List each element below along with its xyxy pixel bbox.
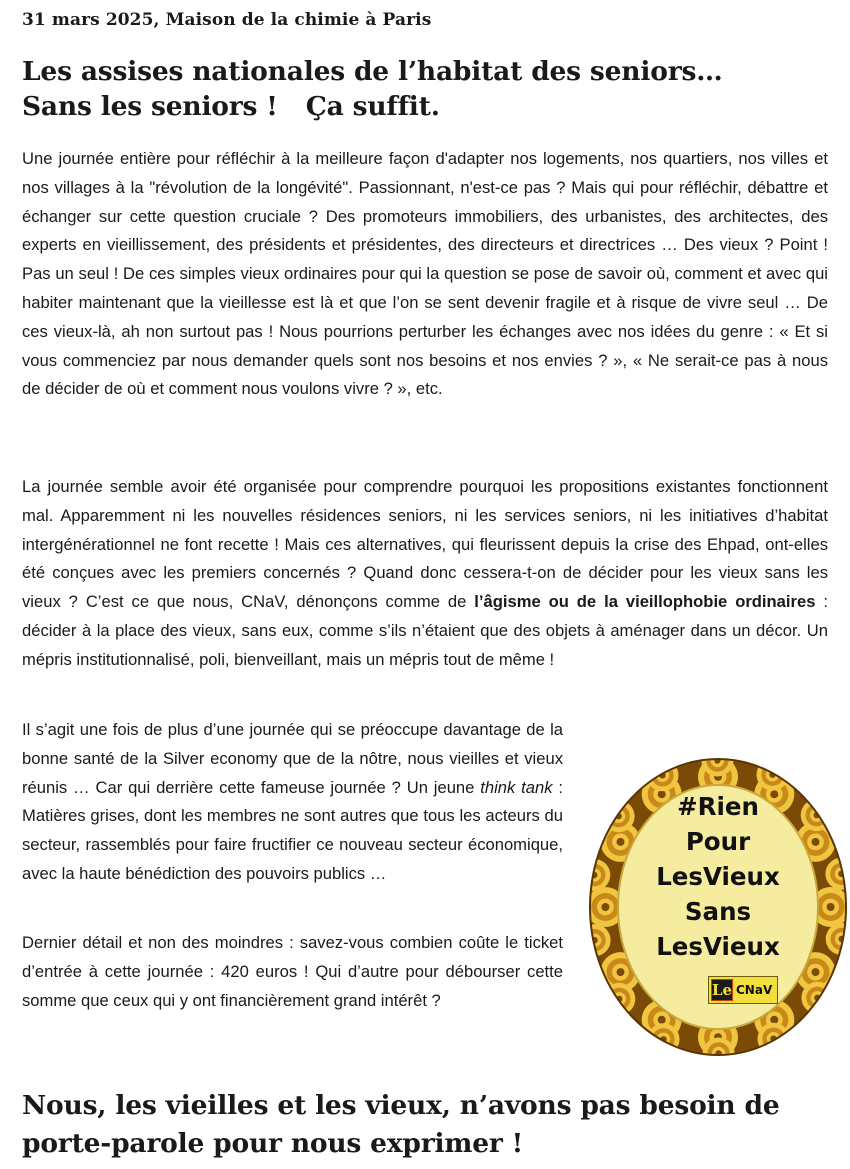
paragraph-3 [22, 716, 563, 889]
closing-headline [22, 1087, 780, 1163]
badge-line-5: LesVieux [656, 932, 780, 961]
badge-line-1: #Rien [677, 792, 759, 821]
paragraph-1: Une journée entière pour réfléchir à la meilleure façon d'adapter nos logements, nos quartiers, nos villes et nos villages à la "révolution de la longévité". Passionnant, n'est-ce pas ? Mais qui pour réfléchir, débattre et échanger sur cette question cruciale ? Des promoteurs immobiliers, des urbanistes, des architectes, des experts en vieillissement, des présidents et présidentes, des directeurs et directrices … Des vieux ? Point ! Pas un seul ! De ces simples vieux ordinaires pour qui la question se pose de savoir où, comment et avec qui habiter maintenant que la vieillesse est là et que l’on se sent devenir fragile et à risque de vivre seul … De ces vieux-là, ah non surtout pas ! Nous pourrions perturber les échanges avec nos idées du genre : « Et si vous commenciez par nous demander quels sont nos besoins et nos envies ? », « Ne serait-ce pas à nous de décider de où et comment nous voulons vivre ? », etc. [22, 149, 828, 399]
badge-line-4: Sans [684, 897, 752, 926]
title-line-2a: Sans les seniors ! [22, 91, 278, 122]
badge-line-2: Pour [685, 827, 751, 856]
title-line-2 [22, 89, 723, 124]
paragraph-3-text-b: : Matières grises, dont les membres ne sont autres que tous les acteurs du secteur, rassemblés pour faire fructifier ce nouveau secteur économique, avec la haute bénédiction des pouvoirs publics … [22, 777, 563, 883]
closing-line-1: Nous, les vieilles et les vieux, n’avons pas besoin de [22, 1090, 780, 1121]
closing-line-2: porte-parole pour nous exprimer ! [22, 1128, 524, 1159]
pattern-dot [658, 1016, 666, 1024]
paragraph-4: Dernier détail et non des moindres : savez-vous combien coûte le ticket d’entrée à cette journée : 420 euros ! Qui d’autre pour débourser cette somme que ceux qui y ont financièrement grand intérêt ? [22, 933, 563, 1010]
paragraph-2-emphasis: l’âgisme ou de la vieillophobie ordinaires [474, 592, 816, 612]
pattern-dot [770, 1016, 778, 1024]
badge-line-3: LesVieux [656, 862, 780, 891]
pattern-dot [812, 968, 820, 976]
cnav-logo-icon: Le [711, 981, 733, 999]
paragraph-2 [22, 473, 828, 675]
title-line-1: Les assises nationales de l’habitat des seniors… [22, 56, 723, 87]
article-title [22, 54, 723, 124]
paragraph-3-text-a: Il s’agit une fois de plus d’une journée qui se préoccupe davantage de la bonne santé de la Silver economy que de la nôtre, nous vieilles et vieux réunis … Car qui derrière cette fameuse journée ? Un jeune [22, 720, 563, 797]
paragraph-2-text-b: : décider à la place des vieux, sans eux, comme s’ils n’étaient que des objets à aménager dans un décor. Un mépris institutionnalisé, poli, bienveillant, mais un mépris tout de même ! [22, 592, 828, 669]
cnav-logo [708, 976, 778, 1004]
cnav-logo-name: CNaV [736, 983, 773, 997]
paragraph-2-text-a: La journée semble avoir été organisée pour comprendre pourquoi les propositions existantes fonctionnent mal. Apparemment ni les nouvelles résidences seniors, ni les services seniors, ni les initiatives d’habitat intergénérationnel ne font recette ! Mais ces alternatives, qui fleurissent depuis la crise des Ehpad, ont-elles été conçues avec les premiers concernés ? Quand donc cessera-t-on de décider pour les vieux sans les vieux ? C’est ce que nous, CNaV, dénonçons comme de [22, 477, 828, 612]
paragraph-3-italic: think tank [480, 777, 553, 797]
badge-slogan [587, 789, 849, 964]
campaign-badge [587, 756, 849, 1058]
dateline: 31 mars 2025, Maison de la chimie à Paris [22, 10, 432, 30]
title-line-2b: Ça suffit. [305, 91, 440, 122]
pattern-dot [617, 968, 625, 976]
